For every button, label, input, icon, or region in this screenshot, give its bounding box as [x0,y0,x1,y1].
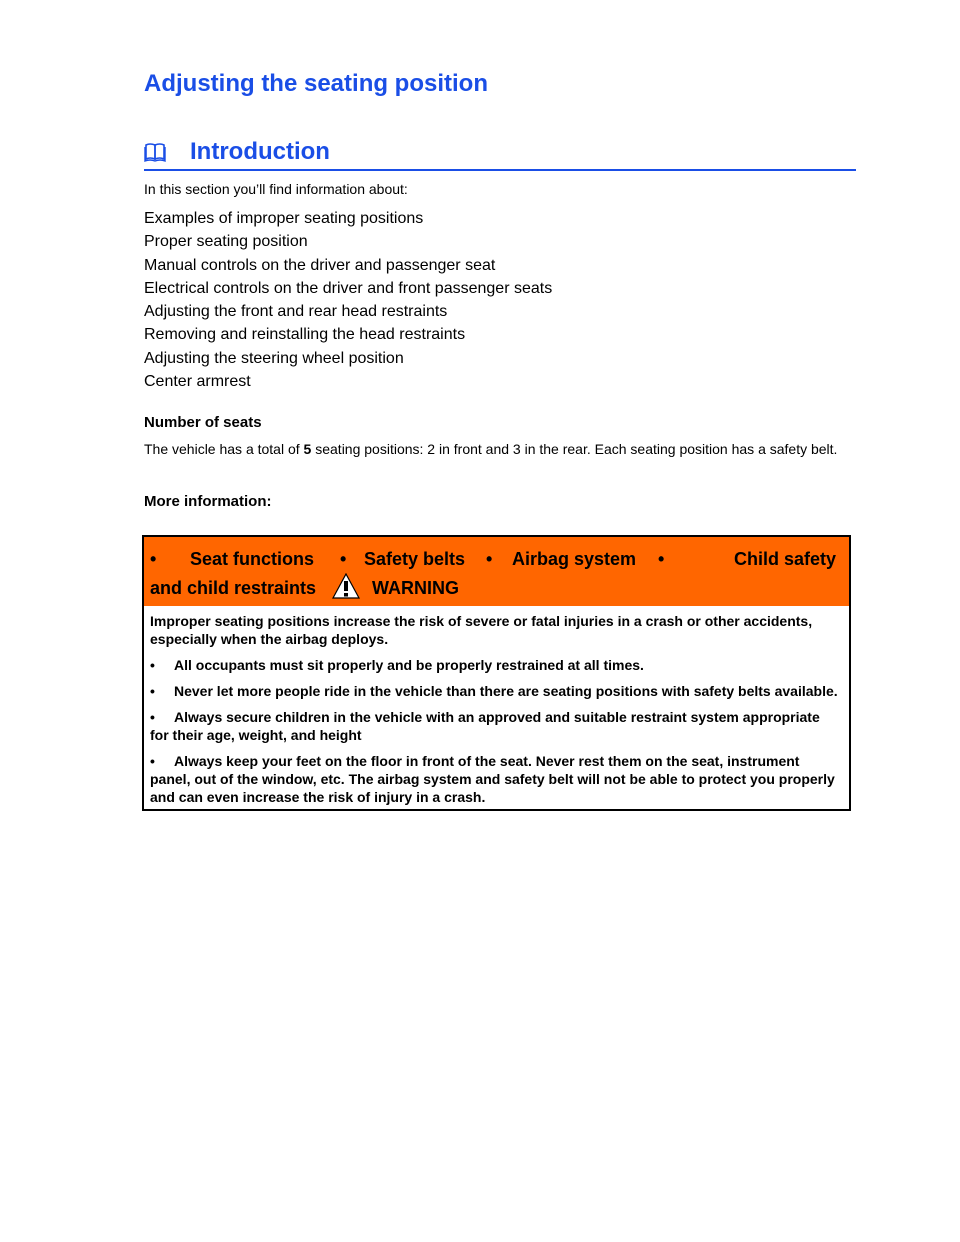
bullet: • [486,549,493,569]
number-of-seats-text: The vehicle has a total of 5 seating positions: 2 in front and 3 in the rear. Each seating position has a safety belt. [144,441,838,457]
warning-box [142,535,851,811]
book-icon [144,141,166,163]
topic-link-manual-controls[interactable]: Manual controls on the driver and passenger seat [144,256,496,274]
seat-count: 5 [303,441,312,457]
topic-link-proper-seating[interactable]: Proper seating position [144,233,308,251]
warning-body [144,606,849,806]
bullet: • [340,549,347,569]
topic-link-center-armrest[interactable]: Center armrest [144,373,251,391]
page-title: Adjusting the seating position [144,70,488,97]
bullet: • [658,549,665,569]
warning-icon [332,573,360,599]
link-airbag-system[interactable]: Airbag system [512,549,637,569]
link-seat-functions[interactable]: Seat functions [190,549,315,569]
warning-item: • All occupants must sit properly and be properly restrained at all times. [150,657,644,673]
warning-item: • Always keep your feet on the floor in front of the seat. Never rest them on the seat, instrument panel, out of the window, etc. The airbag system and safety belt will not be able to protect you properly and can even increase the risk of injury in a crash. [150,753,835,805]
warning-intro: Improper seating positions increase the risk of severe or fatal injuries in a crash or other accidents, especially when the airbag deploys. [150,613,813,647]
introduction-lead: In this section you’ll find information about: [144,181,408,197]
number-of-seats-heading: Number of seats [144,414,262,431]
bullet: • [150,549,157,569]
topic-link-removing-head-restraints[interactable]: Removing and reinstalling the head restraints [144,326,466,344]
warning-item: • Always secure children in the vehicle with an approved and suitable restraint system appropriate for their age, weight, and height [150,709,820,743]
link-child-restraints[interactable]: and child restraints [150,578,317,598]
warning-header [144,537,849,606]
topic-link-improper-seating[interactable]: Examples of improper seating positions [144,210,424,227]
introduction-title: Introduction [190,138,330,165]
more-information-heading: More information: [144,493,272,510]
warning-item: • Never let more people ride in the vehicle than there are seating positions with safety belts available. [150,683,838,699]
topic-link-electrical-controls[interactable]: Electrical controls on the driver and front passenger seats [144,279,553,297]
topic-list [144,207,552,393]
topic-link-steering-wheel[interactable]: Adjusting the steering wheel position [144,349,404,367]
topic-link-head-restraints[interactable]: Adjusting the front and rear head restraints [144,303,448,321]
link-child-safety[interactable]: Child safety [734,549,837,569]
introduction-header [144,136,856,171]
link-safety-belts[interactable]: Safety belts [364,549,466,569]
warning-label: WARNING [372,578,460,598]
